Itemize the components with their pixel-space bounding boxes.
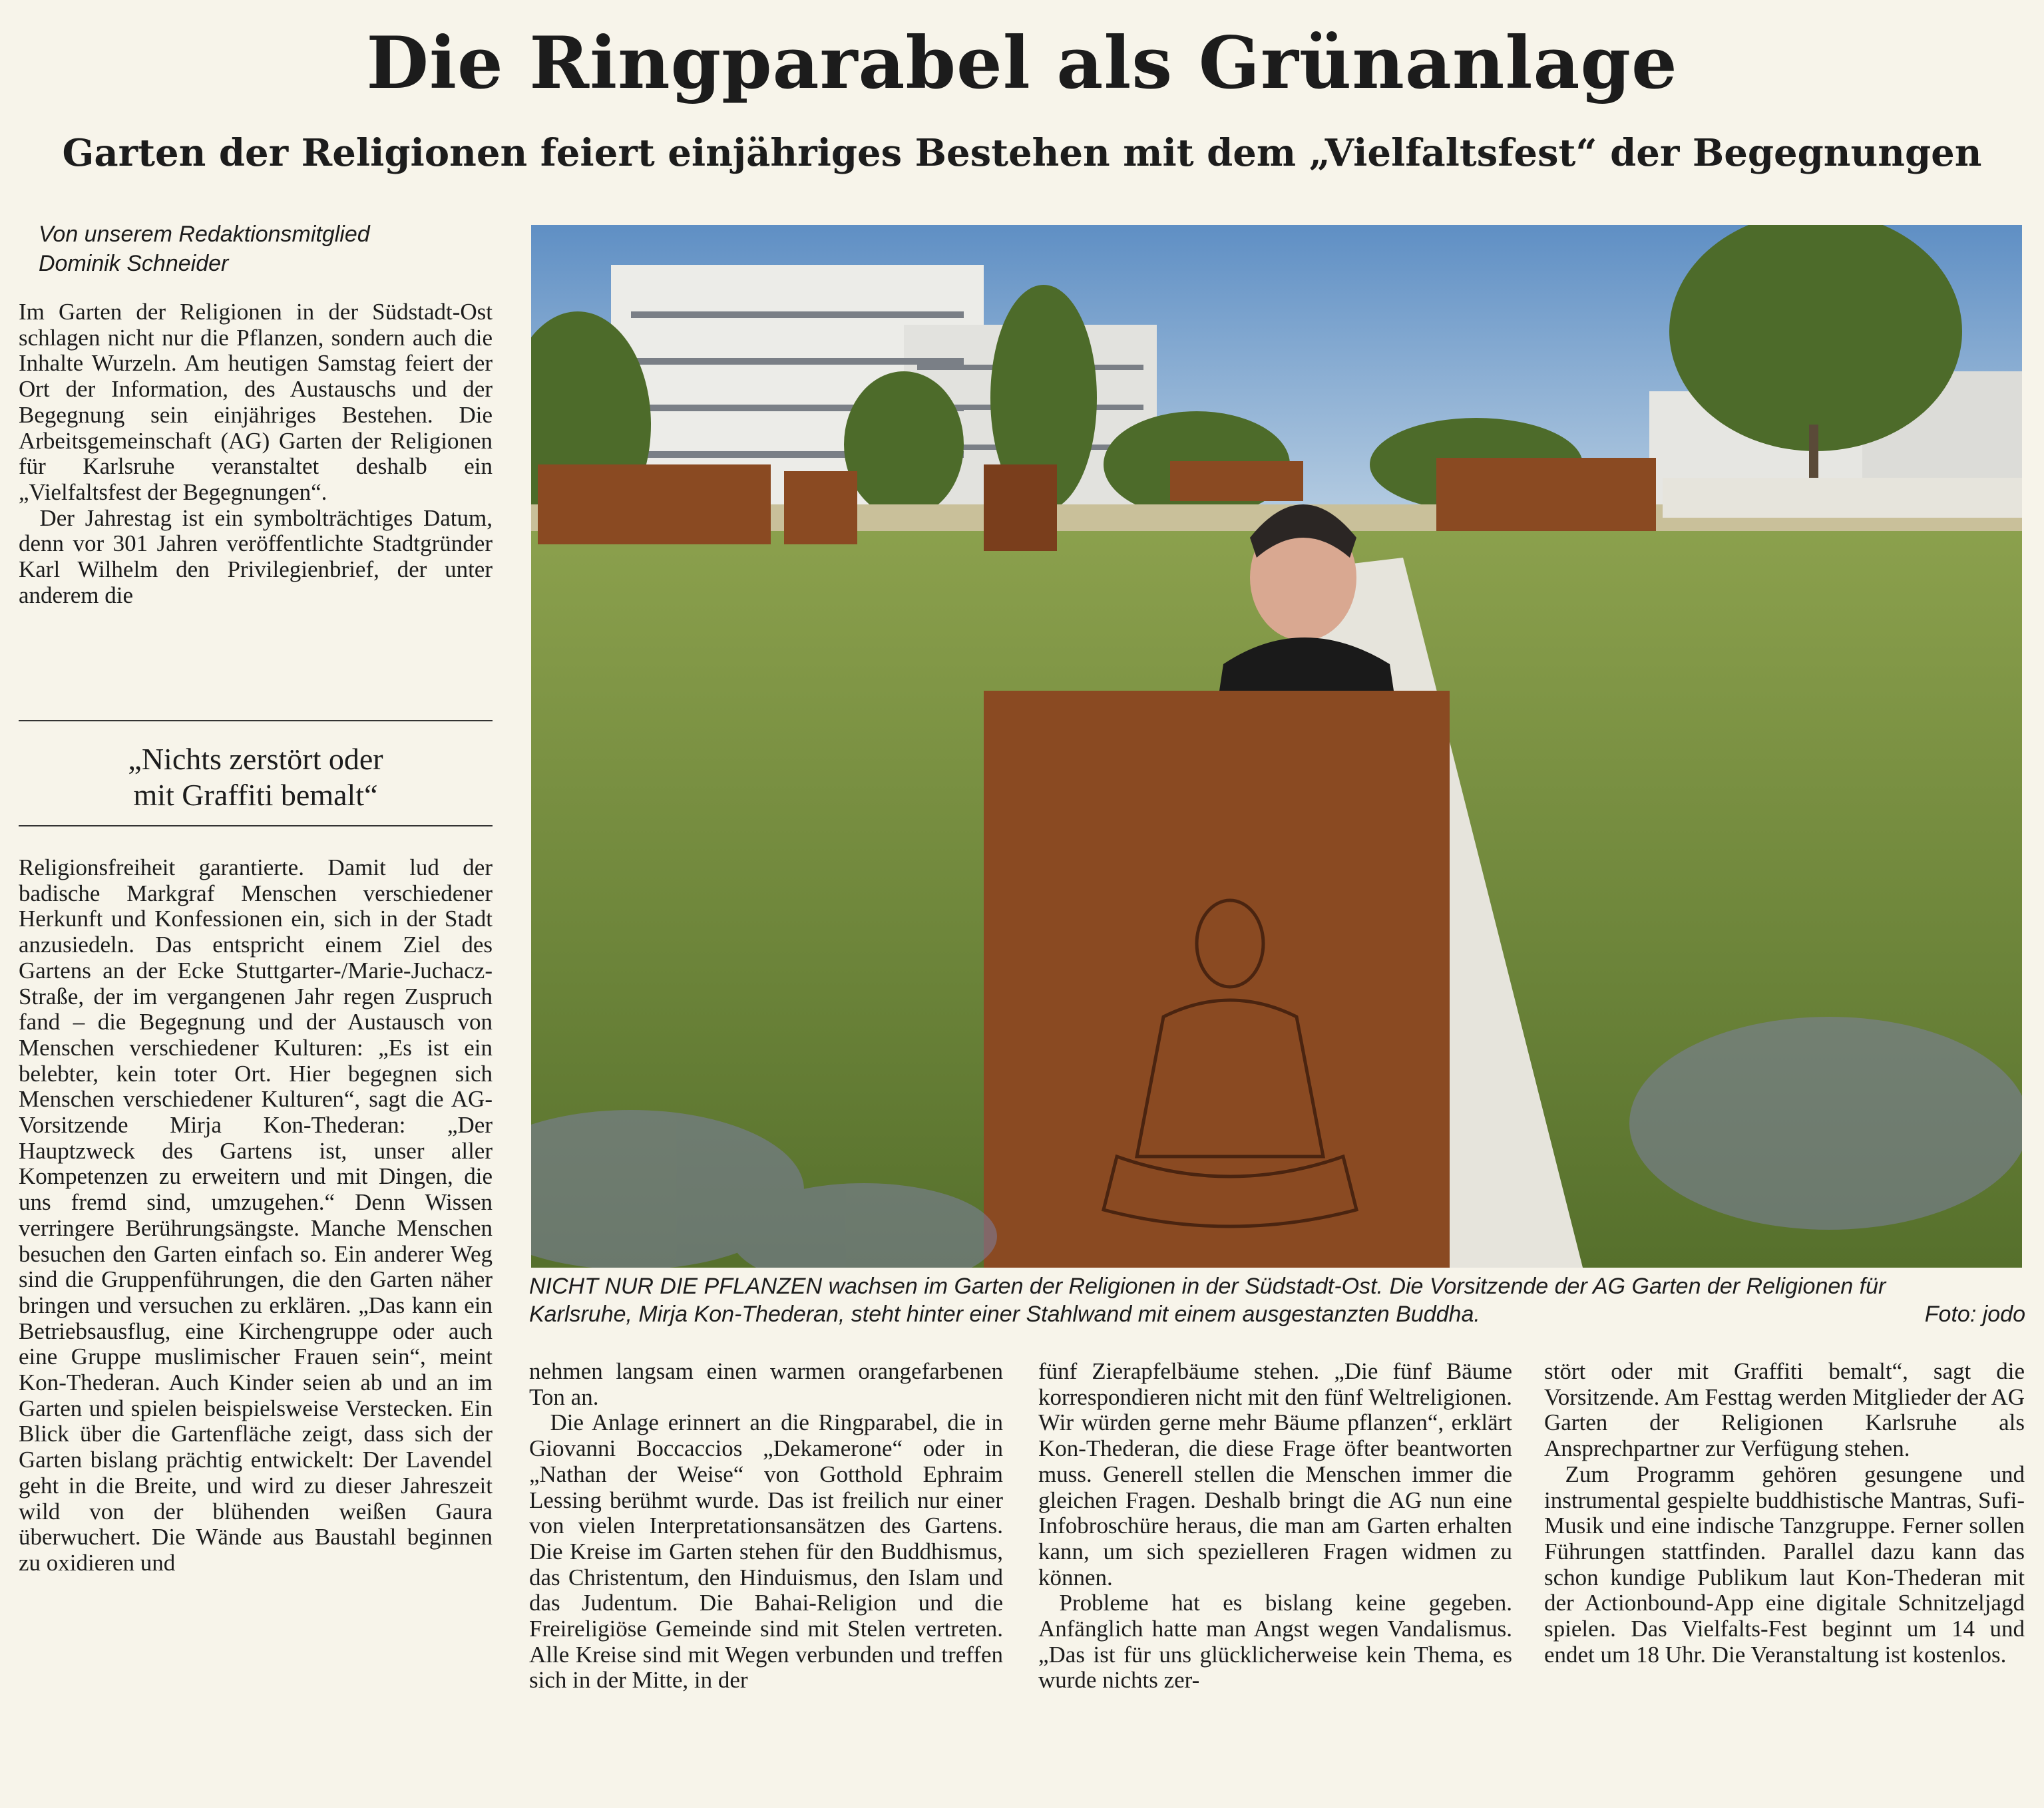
byline-role: Von unserem Redaktionsmitglied — [39, 222, 370, 247]
photo-credit: Foto: jodo — [1924, 1302, 2025, 1327]
text-column-1-top — [19, 299, 493, 703]
subheadline: Garten der Religionen feiert einjähriges Bestehen mit dem „Vielfaltsfest“ der Begegnungen — [62, 131, 1982, 175]
paragraph: nehmen langsam einen warmen orangefarbenen Ton an. — [529, 1359, 1003, 1410]
caption-line: NICHT NUR DIE PFLANZEN wachsen im Garten der Religionen in der Südstadt-Ost. Die Vorsitzende der AG Garten der Religionen für — [529, 1274, 1886, 1299]
paragraph: stört oder mit Graffiti bemalt“, sagt die Vorsitzende. Am Festtag werden Mitglieder der AG Garten der Religionen Karlsruhe als Ansprechpartner zur Verfügung stehen. — [1544, 1359, 2025, 1462]
paragraph: Religionsfreiheit garantierte. Damit lud der badische Markgraf Menschen verschiedener Herkunft und Konfessionen ein, sich in der Stadt anzusiedeln. Das entspricht einem Ziel des Gartens an der Ecke Stuttgarter-/Marie-Juchacz-Straße, der im vergangenen Jahr regen Zuspruch fand – die Begegnung und der Austausch von Menschen verschiedener Kulturen: „Es ist ein belebter, kein toter Ort. Hier begegnen sich Menschen verschiedener Kulturen“, sagt die AG-Vorsitzende Mirja Kon-Thederan: „Der Hauptzweck des Gartens ist, unser aller Kompetenzen zu erweitern und mit Dingen, die uns fremd sind, umzugehen.“ Denn Wissen verringere Berührungsängste. Manche Menschen besuchen den Garten einfach so. Ein anderer Weg sind die Gruppenführungen, die den Garten näher bringen und versuchen zu erklären. „Das kann ein Betriebsausflug, eine Kirchengruppe oder auch eine Gruppe muslimischer Frauen sein“, meint Kon-Thederan. Auch Kinder seien ab und an im Garten und spielen beispielsweise Verstecken. Ein Blick über die Gartenfläche zeigt, dass sich der Garten bislang prächtig entwickelt: Der Lavendel geht in die Breite, und wird zu dieser Jahreszeit wild von der blühenden weißen Gaura überwuchert. Die Wände aus Baustahl beginnen zu oxidieren und — [19, 855, 493, 1576]
steel-plate-with-buddha — [984, 691, 1450, 1268]
byline — [39, 220, 505, 278]
paragraph: Der Jahrestag ist ein symbolträchtiges Datum, denn vor 301 Jahren veröffentlichte Stadtgründer Karl Wilhelm den Privilegienbrief, der unter anderem die — [19, 504, 493, 608]
pull-quote — [19, 720, 493, 826]
pull-quote-line: „Nichts zerstört oder — [128, 742, 383, 776]
paragraph: Probleme hat es bislang keine gegeben. Anfänglich hatte man Angst wegen Vandalismus. „Das ist für uns glücklicherweise kein Thema, es wurde nichts zer- — [1038, 1590, 1512, 1694]
paragraph: fünf Zierapfelbäume stehen. „Die fünf Bäume korrespondieren nicht mit den fünf Weltreligionen. Wir würden gerne mehr Bäume pflanzen“, erklärt Kon-Thederan, die diese Frage öfter beantworten muss. Generell stellen die Menschen immer die gleichen Fragen. Deshalb bringt die AG nun eine Infobroschüre heraus, die man am Garten erhalten kann, um sich spezielleren Fragen widmen zu können. — [1038, 1359, 1512, 1590]
byline-author: Dominik Schneider — [39, 251, 229, 276]
text-column-1-bottom — [19, 855, 493, 1773]
garden-photo-illustration — [531, 225, 2022, 1268]
text-column-3 — [1038, 1359, 1512, 1771]
text-column-2 — [529, 1359, 1003, 1771]
paragraph: Die Anlage erinnert an die Ringparabel, die in Giovanni Boccaccios „Dekamerone“ oder in „Nathan der Weise“ von Gotthold Ephraim Lessing berühmt wurde. Das ist freilich nur einer von vielen Interpretationsansätzen des Gartens. Die Kreise im Garten stehen für den Buddhismus, das Christentum, den Hinduismus, den Islam und das Judentum. Die Bahai-Religion und die Freireligiöse Gemeinde sind mit Stelen vertreten. Alle Kreise sind mit Wegen verbunden und treffen sich in der Mitte, in der — [529, 1409, 1003, 1694]
paragraph: Im Garten der Religionen in der Südstadt-Ost schlagen nicht nur die Pflanzen, sondern auch die Inhalte Wurzeln. Am heutigen Samstag feiert der Ort der Information, des Austauschs und der Begegnung sein einjähriges Bestehen. Die Arbeitsgemeinschaft (AG) Garten der Religionen für Karlsruhe veranstaltet deshalb ein „Vielfaltsfest der Begegnungen“. — [19, 299, 493, 505]
pull-quote-line: mit Graffiti bemalt“ — [133, 778, 378, 812]
photo-caption — [529, 1272, 2025, 1328]
caption-line: Karlsruhe, Mirja Kon-Thederan, steht hinter einer Stahlwand mit einem ausgestanzten Buddha. — [529, 1302, 1480, 1327]
paragraph: Zum Programm gehören gesungene und instrumental gespielte buddhistische Mantras, Sufi-Musik und eine indische Tanzgruppe. Ferner sollen Führungen stattfinden. Parallel dazu kann das schon kundige Publikum laut Kon-Thederan mit der Actionbound-App eine digitale Schnitzeljagd spielen. Das Vielfalts-Fest beginnt um 14 und endet um 18 Uhr. Die Veranstaltung ist kostenlos. — [1544, 1461, 2025, 1668]
article-photo — [531, 225, 2022, 1268]
text-column-4 — [1544, 1359, 2025, 1771]
headline: Die Ringparabel als Grünanlage — [366, 21, 1678, 105]
